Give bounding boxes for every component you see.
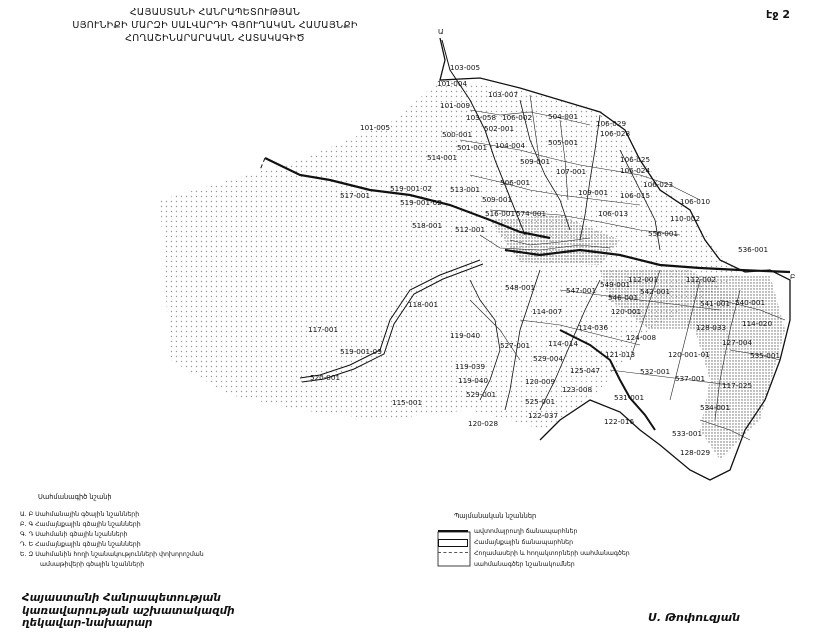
parcel-label: 120-001: [611, 307, 642, 316]
parcel-label: 549-001: [600, 280, 631, 289]
legend-left-item: Գ. Դ Սահմանի գծային նշանների: [20, 531, 128, 538]
parcel-label: 119-040: [458, 376, 489, 385]
signature-line-3: ղեկավար-նախարար: [22, 617, 153, 629]
parcel-label: 556-001: [648, 229, 679, 238]
parcel-label: 107-001: [556, 167, 587, 176]
parcel-label: 106-024: [620, 166, 651, 175]
parcel-label: 519-001-03: [340, 347, 382, 356]
dashed-road-west: [260, 158, 265, 170]
parcel-label: 541-001: [700, 299, 731, 308]
parcel-label: 500-001: [442, 130, 473, 139]
parcel-label: 505-001: [548, 138, 579, 147]
parcel-label: 103-005: [450, 63, 481, 72]
parcel-label: 117-001: [308, 325, 339, 334]
parcel-label: 512-001: [455, 225, 486, 234]
legend-row-community-road: [438, 537, 630, 548]
parcel-label: 504-001: [548, 112, 579, 121]
parcel-label: 106-013: [598, 209, 629, 218]
parcel-label: 120-001-01: [668, 350, 710, 359]
north-mark-b: Բ: [790, 272, 796, 281]
parcel-label: 128-029: [680, 448, 711, 457]
parcel-label: 123-008: [562, 385, 593, 394]
parcel-label: 514-001: [427, 153, 458, 162]
parcel-label: 121-013: [605, 350, 636, 359]
legend-left-item: Ա. Բ Սահմանային գծային նշանների: [20, 511, 140, 518]
parcel-label: 531-001: [614, 393, 645, 402]
parcel-label: 502-001: [484, 124, 515, 133]
parcel-label: 128-033: [696, 323, 727, 332]
signature-line-1: Հայաստանի Հանրապետության: [22, 592, 221, 604]
parcel-label: 120-028: [468, 419, 499, 428]
parcel-label: 548-001: [505, 283, 536, 292]
legend-row-extra: [438, 559, 630, 570]
parcel-label: 106-010: [680, 197, 711, 206]
parcel-label: 106-025: [620, 155, 651, 164]
parcel-label: 519-001-02: [400, 198, 442, 207]
parcel-label: 106-015: [620, 191, 651, 200]
parcel-label: 501-001: [457, 143, 488, 152]
parcel-label: 115-001: [392, 398, 423, 407]
parcel-label: 101-004: [437, 79, 468, 88]
parcel-label: 119-040: [450, 331, 481, 340]
parcel-label: 509-001: [482, 195, 513, 204]
legend-left-item: Դ. Ե Համայնքային գծային նշանների: [20, 541, 141, 548]
parcel-label: 106-023: [643, 180, 674, 189]
legend-left-title: Սահմանագիծ նշանի: [38, 493, 112, 501]
legend-right-title: Պայմանական նշաններ: [454, 512, 537, 520]
parcel-label: 106-002: [502, 113, 533, 122]
parcel-label: 114-014: [548, 339, 579, 348]
parcel-label: 101-005: [360, 123, 391, 132]
parcel-label: 529-001: [466, 390, 497, 399]
parcel-label: 127-004: [722, 338, 753, 347]
parcel-label: 516-001: [485, 209, 516, 218]
parcel-label: 117-025: [722, 381, 753, 390]
legend-row-text: ավտոմայրուղի ճանապարհներ: [474, 528, 578, 535]
parcel-label: 517-001: [340, 191, 371, 200]
legend-left-item: Ե. Զ Սահմանին հողի նշանակությունների փոխորոշման: [20, 551, 204, 558]
parcel-label: 542-001: [640, 287, 671, 296]
legend-row-text: սահմանագծեր նշանակումներ: [474, 561, 575, 568]
parcel-label: 101-009: [440, 101, 471, 110]
signature-title: [22, 592, 235, 630]
road-symbol-icon: [438, 530, 468, 538]
parcel-label: 574-001: [516, 209, 547, 218]
parcel-label: 529-004: [533, 354, 564, 363]
parcel-label: 103-058: [466, 113, 497, 122]
parcel-label: 106-029: [596, 119, 627, 128]
parcel-label: 506-001: [500, 178, 531, 187]
parcel-label: 119-039: [455, 362, 486, 371]
parcel-label: 106-028: [600, 129, 631, 138]
legend-row-text: Հողամասերի և հողակտորների սահմանագծեր: [474, 550, 630, 557]
parcel-label: 534-001: [700, 403, 731, 412]
parcel-label: 122-037: [528, 411, 559, 420]
parcel-label: 114-036: [578, 323, 609, 332]
legend-row-boundaries: [438, 548, 630, 559]
parcel-label: 527-001: [500, 341, 531, 350]
dotted-symbol-icon: [438, 552, 468, 560]
parcel-label: 518-001: [412, 221, 443, 230]
legend-right: [438, 512, 630, 570]
signature-line-2: կառավարության աշխատակազմի: [22, 604, 235, 617]
parcel-label: 114-020: [742, 319, 773, 328]
parcel-label: 118-001: [408, 300, 439, 309]
parcel-label: 519-001-02: [390, 184, 432, 193]
parcel-label: 547-001: [566, 286, 597, 295]
parcel-label: 104-004: [495, 141, 526, 150]
parcel-label: 546-001: [608, 293, 639, 302]
title-line-2: ՍՅՈՒՆԻՔԻ ՄԱՐԶԻ ՍԱԼՎԱՐԴԻ ԳՅՈՒՂԱԿԱՆ ՀԱՄԱՅՆՔԻ: [72, 20, 358, 31]
parcel-label: 103-007: [488, 90, 519, 99]
legend-left-item: Բ. Գ Համայնքային գծային նշանների: [20, 521, 141, 528]
legend-row-text: Համայնքային ճանապարհներ: [474, 539, 573, 546]
parcel-label: 513-001: [450, 185, 481, 194]
title-line-1: ՀԱՅԱՍՏԱՆԻ ՀԱՆՐԱՊԵՏՈՒԹՅԱՆ: [129, 7, 301, 18]
parcel-label: 125-047: [570, 366, 601, 375]
parcel-label: 537-001: [675, 374, 706, 383]
north-mark-a: Ա: [438, 27, 444, 36]
legend-spacer: [438, 561, 468, 569]
parcel-label: 124-008: [626, 333, 657, 342]
parcel-label: 112-001: [628, 275, 659, 284]
parcel-label: 532-001: [640, 367, 671, 376]
signatory-name: Ս. Թոփուզյան: [648, 611, 740, 624]
parcel-label: 540-001: [735, 298, 766, 307]
legend-left-item: ամսաթիվերի գծային նշանների: [40, 561, 145, 568]
legend-left: [20, 492, 204, 570]
parcel-label: 535-001: [750, 351, 781, 360]
parcel-label: 122-016: [604, 417, 635, 426]
parcel-label: 525-001: [525, 397, 556, 406]
box-symbol-icon: [438, 539, 468, 547]
parcel-label: 109-001: [578, 188, 609, 197]
parcel-label: 110-002: [670, 214, 701, 223]
title-line-3: ՀՈՂԱՇԻՆԱՐԱՐԱԿԱՆ ՀԱՏԱԿԱԳԻԾ: [125, 33, 305, 44]
parcel-label: 533-001: [672, 429, 703, 438]
page-number: էջ 2: [766, 8, 790, 21]
parcel-label: 112-002: [686, 275, 717, 284]
legend-row-road: [438, 526, 630, 537]
parcel-label: 120-009: [525, 377, 556, 386]
parcel-label: 114-007: [532, 307, 563, 316]
parcel-label: 520-001: [310, 373, 341, 382]
parcel-label: 536-001: [738, 245, 769, 254]
parcel-label: 509-001: [520, 157, 551, 166]
